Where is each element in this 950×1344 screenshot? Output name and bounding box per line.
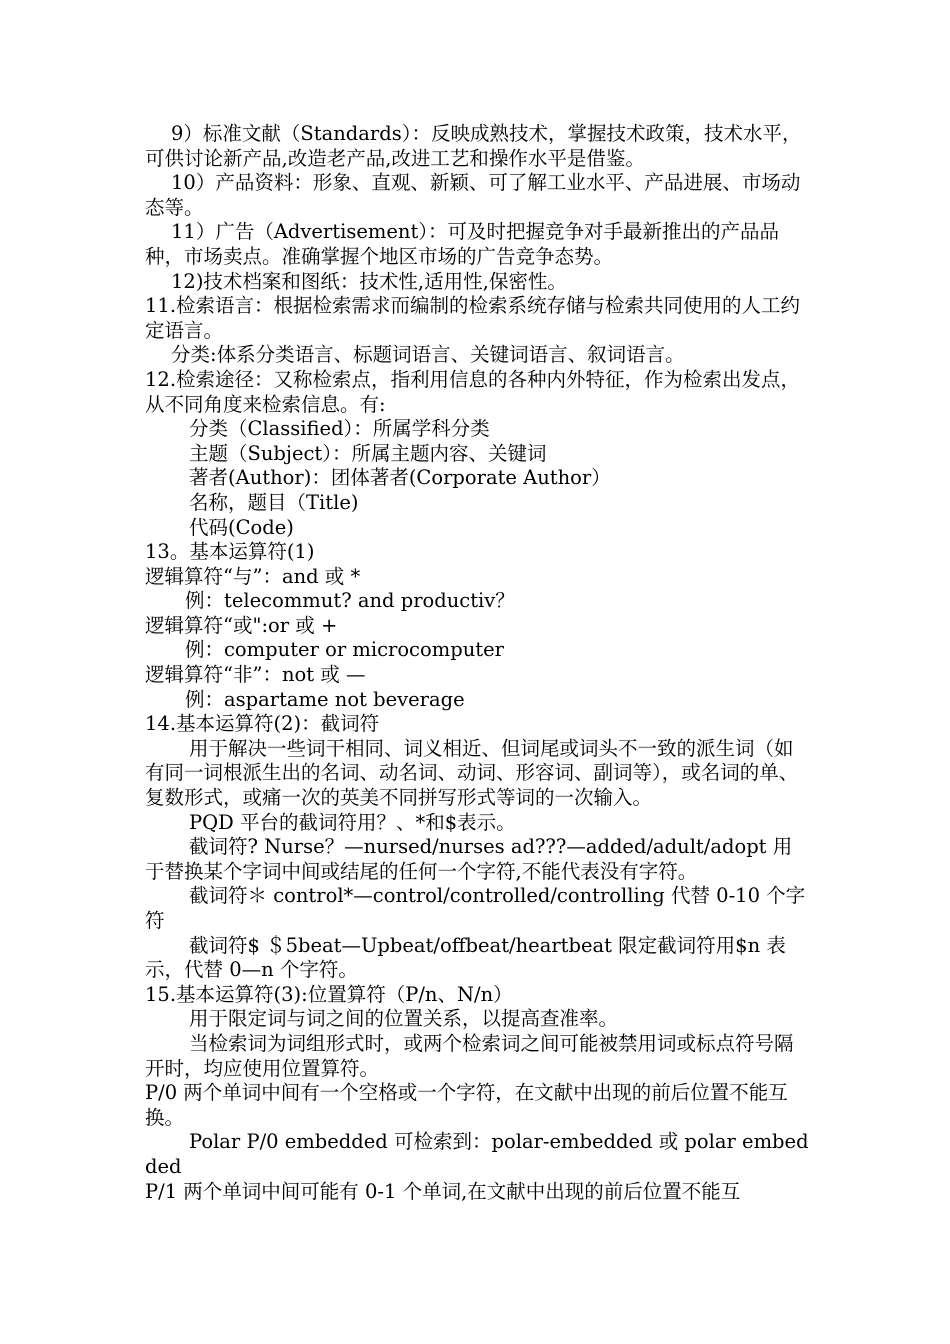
document-line: 截词符$ ＄5beat—Upbeat/offbeat/heartbeat 限定截词符用$n 表示，代替 0—n 个字符。 <box>145 933 786 982</box>
document-line: 11）广告（Advertisement）：可及时把握竞争对手最新推出的产品品种，市场卖点。准确掌握个地区市场的广告竞争态势。 <box>145 220 780 268</box>
document-line: P/0 两个单词中间有一个空格或一个字符，在文献中出现的前后位置不能互换。 <box>145 1081 788 1129</box>
document-line: 逻辑算符“非”：not 或 — <box>145 663 366 687</box>
document-body <box>145 122 810 1204</box>
document-line: 主题（Subject）：所属主题内容、关键词 <box>189 441 547 465</box>
document-line: 逻辑算符“或":or 或 + <box>145 613 338 637</box>
document-line: 例：telecommut? and productiv？ <box>185 589 515 613</box>
document-line: 代码(Code) <box>189 515 294 539</box>
document-line: PQD 平台的截词符用？、*和$表示。 <box>189 810 516 834</box>
document-line: 15.基本运算符(3):位置算符（P/n、N/n） <box>145 982 513 1006</box>
document-line: P/1 两个单词中间可能有 0-1 个单词,在文献中出现的前后位置不能互 <box>145 1179 741 1203</box>
document-line: 11.检索语言：根据检索需求而编制的检索系统存储与检索共同使用的人工约定语言。 <box>145 294 801 342</box>
document-line: 分类:体系分类语言、标题词语言、关键词语言、叙词语言。 <box>171 343 685 367</box>
document-line: 截词符＊ control*—control/controlled/controlling 代替 0-10 个字符 <box>145 884 806 932</box>
document-line: 9）标准文献（Standards）：反映成熟技术，掌握技术政策，技术水平，可供讨论新产品,改造老产品,改进工艺和操作水平是借鉴。 <box>145 122 802 170</box>
document-line: 12)技术档案和图纸：技术性,适用性,保密性。 <box>171 269 567 293</box>
document-line: 14.基本运算符(2)：截词符 <box>145 712 380 736</box>
document-line: 用于限定词与词之间的位置关系，以提高查准率。 <box>189 1007 619 1031</box>
document-line: 用于解决一些词干相同、词义相近、但词尾或词头不一致的派生词（如有同一词根派生出的名词、动名词、动词、形容词、副词等），或名词的单、复数形式，或痛一次的英美不同拼写形式等词的一次输入。 <box>145 736 799 810</box>
document-line: Polar P/0 embedded 可检索到：polar-embedded 或 polar embedded <box>145 1130 809 1178</box>
document-line: 名称，题目（Title) <box>189 490 359 514</box>
document-line: 著者(Author)：团体著者(Corporate Author） <box>189 466 611 490</box>
document-line: 分类（Classified）：所属学科分类 <box>189 417 490 441</box>
document-line: 例：aspartame not beverage <box>185 687 465 711</box>
document-line: 截词符? Nurse？—nursed/nurses ad???—added/adult/adopt 用于替换某个字词中间或结尾的任何一个字符,不能代表没有字符。 <box>145 835 793 883</box>
document-line: 10）产品资料：形象、直观、新颖、可了解工业水平、产品进展、市场动态等。 <box>145 171 801 219</box>
document-line: 例：computer or microcomputer <box>185 638 504 662</box>
document-line: 12.检索途径：又称检索点，指利用信息的各种内外特征，作为检索出发点，从不同角度来检索信息。有: <box>145 367 801 416</box>
document-line: 13。基本运算符(1) <box>145 540 315 564</box>
document-line: 逻辑算符“与”：and 或 * <box>145 564 361 588</box>
document-line: 当检索词为词组形式时，或两个检索词之间可能被禁用词或标点符号隔开时，均应使用位置算符。 <box>145 1031 794 1080</box>
